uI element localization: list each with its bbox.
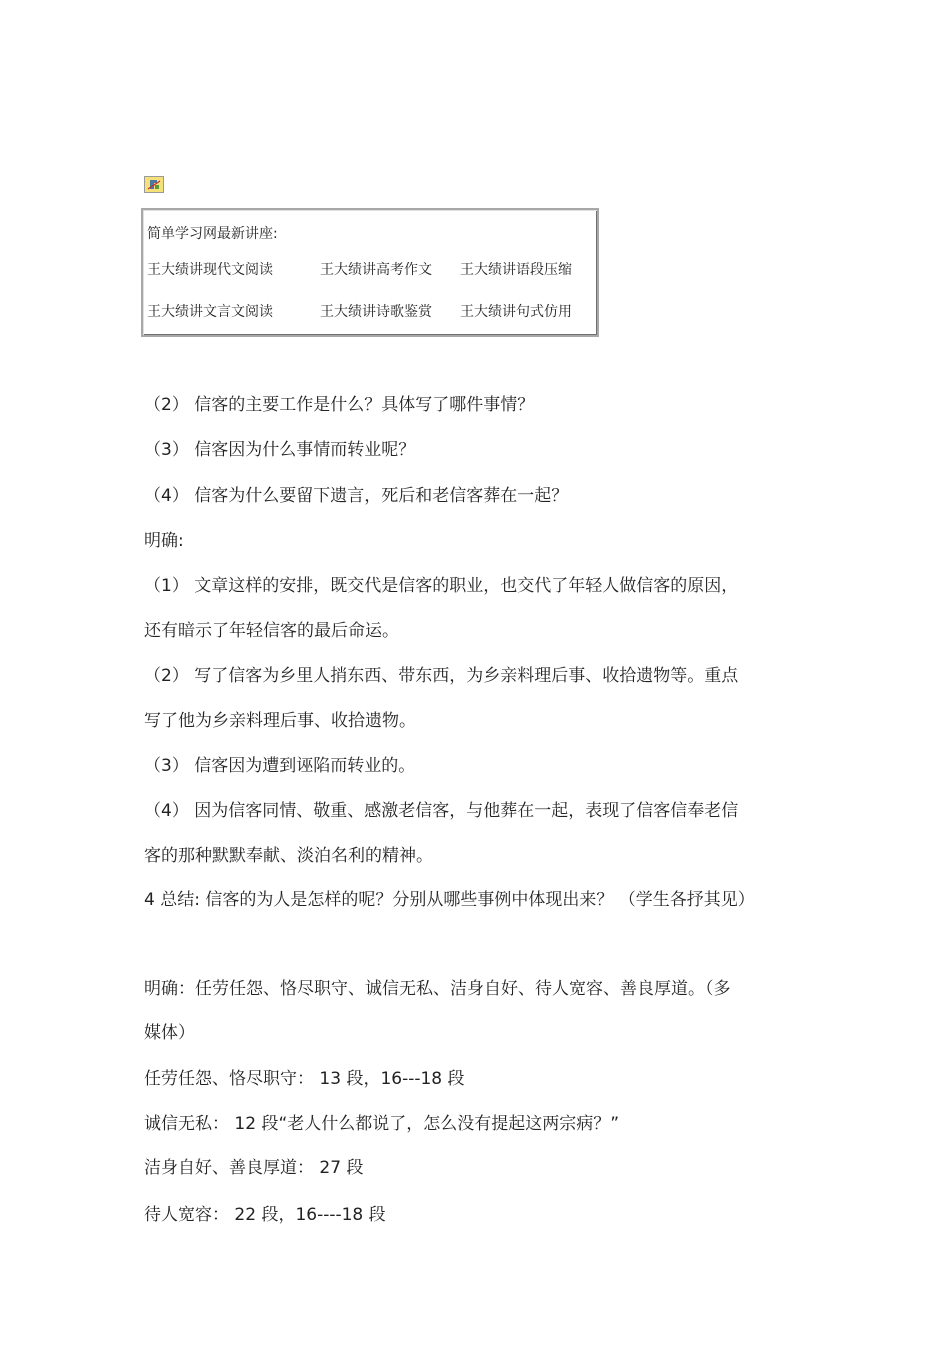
trait-evidence-3: 洁身自好、善良厚道： 27 段 [144, 1158, 364, 1178]
answer-1-line-2: 还有暗示了年轻信客的最后命运。 [144, 621, 399, 641]
lecture-link-paragraph-compression[interactable]: 王大绩讲语段压缩 [460, 262, 572, 278]
lecture-box [141, 208, 599, 337]
lecture-link-poetry[interactable]: 王大绩讲诗歌鉴赏 [320, 304, 432, 320]
answer-2-line-2: 写了他为乡亲料理后事、收拾遗物。 [144, 711, 416, 731]
summary-answer-line-1: 明确：任劳任怨、恪尽职守、诚信无私、洁身自好、待人宽容、善良厚道。（多 [144, 979, 731, 999]
summary-question: 4 总结: 信客的为人是怎样的呢？分别从哪些事例中体现出来？ （学生各抒其见） [144, 890, 755, 910]
question-2: （2） 信客的主要工作是什么？具体写了哪件事情？ [144, 395, 535, 415]
trait-evidence-2: 诚信无私： 12 段“老人什么都说了，怎么没有提起这两宗病？” [144, 1114, 620, 1134]
broken-image-icon [144, 176, 164, 193]
trait-evidence-1: 任劳任怨、恪尽职守： 13 段，16---18 段 [144, 1069, 465, 1089]
answer-1-line-1: （1） 文章这样的安排，既交代是信客的职业，也交代了年轻人做信客的原因， [144, 576, 739, 596]
question-3: （3） 信客因为什么事情而转业呢？ [144, 440, 416, 460]
answer-4-line-2: 客的那种默默奉献、淡泊名利的精神。 [144, 846, 433, 866]
answer-2-line-1: （2） 写了信客为乡里人捎东西、带东西，为乡亲料理后事、收拾遗物等。重点 [144, 666, 739, 686]
answer-heading: 明确: [144, 531, 184, 551]
question-4: （4） 信客为什么要留下遗言，死后和老信客葬在一起？ [144, 486, 569, 506]
lecture-link-sentence-imitation[interactable]: 王大绩讲句式仿用 [460, 304, 572, 320]
lecture-link-classical-chinese[interactable]: 王大绩讲文言文阅读 [147, 304, 273, 320]
lecture-box-title: 简单学习网最新讲座: [147, 226, 278, 242]
trait-evidence-4: 待人宽容： 22 段，16----18 段 [144, 1205, 386, 1225]
lecture-link-modern-reading[interactable]: 王大绩讲现代文阅读 [147, 262, 273, 278]
answer-4-line-1: （4） 因为信客同情、敬重、感激老信客，与他葬在一起，表现了信客信奉老信 [144, 801, 739, 821]
answer-3: （3） 信客因为遭到诬陷而转业的。 [144, 756, 416, 776]
lecture-link-essay[interactable]: 王大绩讲高考作文 [320, 262, 432, 278]
summary-answer-line-2: 媒体） [144, 1023, 195, 1043]
